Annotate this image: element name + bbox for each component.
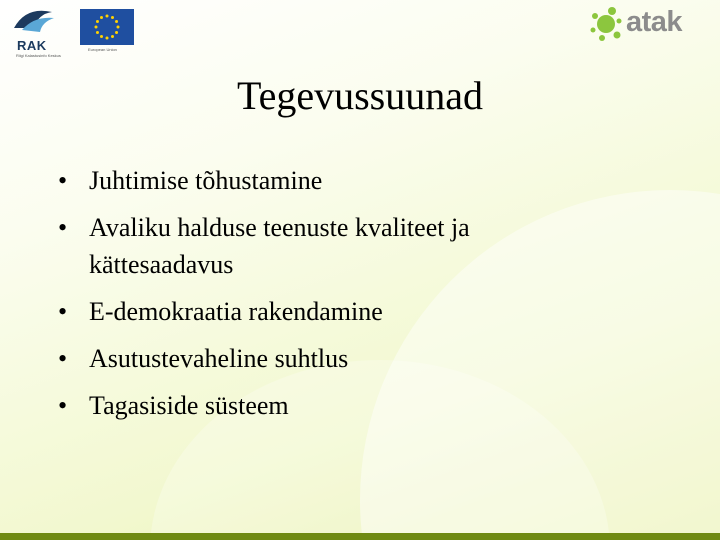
eu-logo-caption: European Union: [88, 47, 117, 52]
bullet-item: [58, 209, 598, 283]
eu-flag-icon: [80, 9, 134, 45]
eu-star: [96, 31, 99, 34]
eu-star: [106, 37, 109, 40]
rak-logo-text: RAK: [17, 38, 47, 53]
eu-star: [115, 20, 118, 23]
bullet-text: Juhtimise tõhustamine: [89, 166, 323, 195]
eu-star: [96, 20, 99, 23]
eu-star: [106, 15, 109, 18]
eu-star: [95, 26, 98, 29]
bullet-text: E-demokraatia rakendamine: [89, 297, 383, 326]
bullet-marker: •: [58, 297, 68, 326]
bullet-item: [58, 387, 598, 424]
eu-star: [111, 35, 114, 38]
atak-dots-icon: [588, 6, 626, 44]
eu-star: [111, 16, 114, 19]
bullet-item: [58, 340, 598, 377]
eu-star: [100, 35, 103, 38]
atak-logo-text: atak: [626, 6, 683, 38]
rak-logo: [12, 6, 60, 56]
bottom-accent-bar: [0, 533, 720, 540]
bullet-marker: •: [58, 213, 68, 242]
bullet-marker: •: [58, 344, 68, 373]
eu-star: [117, 26, 120, 29]
atak-logo: [588, 6, 708, 44]
bullet-text: Asutustevaheline suhtlus: [89, 344, 349, 373]
eu-star: [115, 31, 118, 34]
eu-logo: [80, 9, 134, 53]
bullet-marker: •: [58, 391, 68, 420]
bullet-marker: •: [58, 166, 68, 195]
bullet-text: Tagasiside süsteem: [89, 391, 289, 420]
bullet-item: [58, 162, 598, 199]
bullet-list: [58, 162, 598, 434]
rak-logo-subtitle: Riigi Kalastusinfo Keskus: [16, 53, 61, 58]
slide-title: Tegevussuunad: [236, 73, 484, 118]
bullet-item: [58, 293, 598, 330]
eu-star: [100, 16, 103, 19]
bullet-text: Avaliku halduse teenuste kvaliteet ja kättesaadavus: [89, 213, 470, 279]
eu-flag-field: [80, 9, 134, 45]
rak-wave-icon: [12, 6, 60, 38]
